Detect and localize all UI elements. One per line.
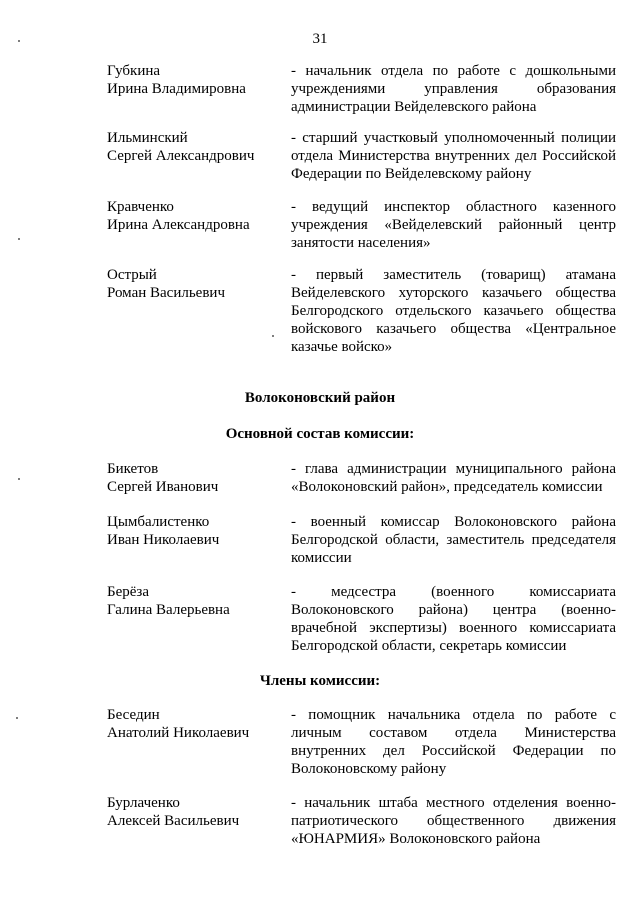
member-role: - военный комиссар Волоконовского района Белгородской области, заместитель председателя комиссии xyxy=(291,514,616,566)
member-name xyxy=(107,706,282,742)
member-name xyxy=(107,513,282,549)
member-given-name: Анатолий Николаевич xyxy=(107,725,250,741)
member-surname: Бурлаченко xyxy=(107,795,180,811)
scan-speck xyxy=(18,238,20,240)
member-surname: Губкина xyxy=(107,63,161,79)
scan-speck xyxy=(18,40,20,42)
member-given-name: Иван Николаевич xyxy=(107,532,220,548)
member-name xyxy=(107,129,282,165)
member-given-name: Галина Валерьевна xyxy=(107,602,230,618)
member-given-name: Сергей Александрович xyxy=(107,148,255,164)
main-composition-heading: Основной состав комиссии: xyxy=(225,426,415,442)
scan-speck xyxy=(16,717,18,719)
member-role: - медсестра (военного комиссариата Волоконовского района) центра (военно-врачебной экспертизы) военного комиссариата Белгородской области, секретарь комиссии xyxy=(291,584,616,654)
member-role: - начальник отдела по работе с дошкольными учреждениями управления образования администрации Вейделевского района xyxy=(291,63,616,115)
member-role: - начальник штаба местного отделения военно-патриотического общественного движения «ЮНАРМИЯ» Волоконовского района xyxy=(291,795,616,847)
member-surname: Беседин xyxy=(107,707,160,723)
member-role: - ведущий инспектор областного казенного учреждения «Вейделевский районный центр занятости населения» xyxy=(291,199,616,251)
member-role: - старший участковый уполномоченный полиции отдела Министерства внутренних дел Российской Федерации по Вейделевскому району xyxy=(291,130,616,182)
member-given-name: Алексей Васильевич xyxy=(107,813,240,829)
members-heading: Члены комиссии: xyxy=(259,673,381,689)
member-name xyxy=(107,198,282,234)
member-role: - первый заместитель (товарищ) атамана Вейделевского хуторского казачьего общества Белгородского отдельского казачьего общества войскового казачьего общества «Центральное казачье войско» xyxy=(291,267,616,355)
member-name xyxy=(107,266,282,302)
scan-speck xyxy=(18,478,20,480)
member-surname: Ильминский xyxy=(107,130,188,146)
member-given-name: Ирина Александровна xyxy=(107,217,250,233)
member-role: - помощник начальника отдела по работе с личным составом отдела Министерства внутренних дел Российской Федерации по Волоконовскому району xyxy=(291,707,616,777)
member-surname: Кравченко xyxy=(107,199,174,215)
member-name xyxy=(107,794,282,830)
member-given-name: Ирина Владимировна xyxy=(107,81,246,97)
member-name xyxy=(107,460,282,496)
page-number: 31 xyxy=(312,31,328,47)
member-surname: Острый xyxy=(107,267,157,283)
scan-speck xyxy=(272,335,274,337)
member-given-name: Роман Васильевич xyxy=(107,285,225,301)
member-surname: Берёза xyxy=(107,584,150,600)
member-name xyxy=(107,583,282,619)
member-surname: Цымбалистенко xyxy=(107,514,210,530)
member-role: - глава администрации муниципального района «Волоконовский район», председатель комиссии xyxy=(291,461,616,495)
district-heading: Волоконовский район xyxy=(244,390,396,406)
member-given-name: Сергей Иванович xyxy=(107,479,219,495)
member-name xyxy=(107,62,282,98)
member-surname: Бикетов xyxy=(107,461,159,477)
